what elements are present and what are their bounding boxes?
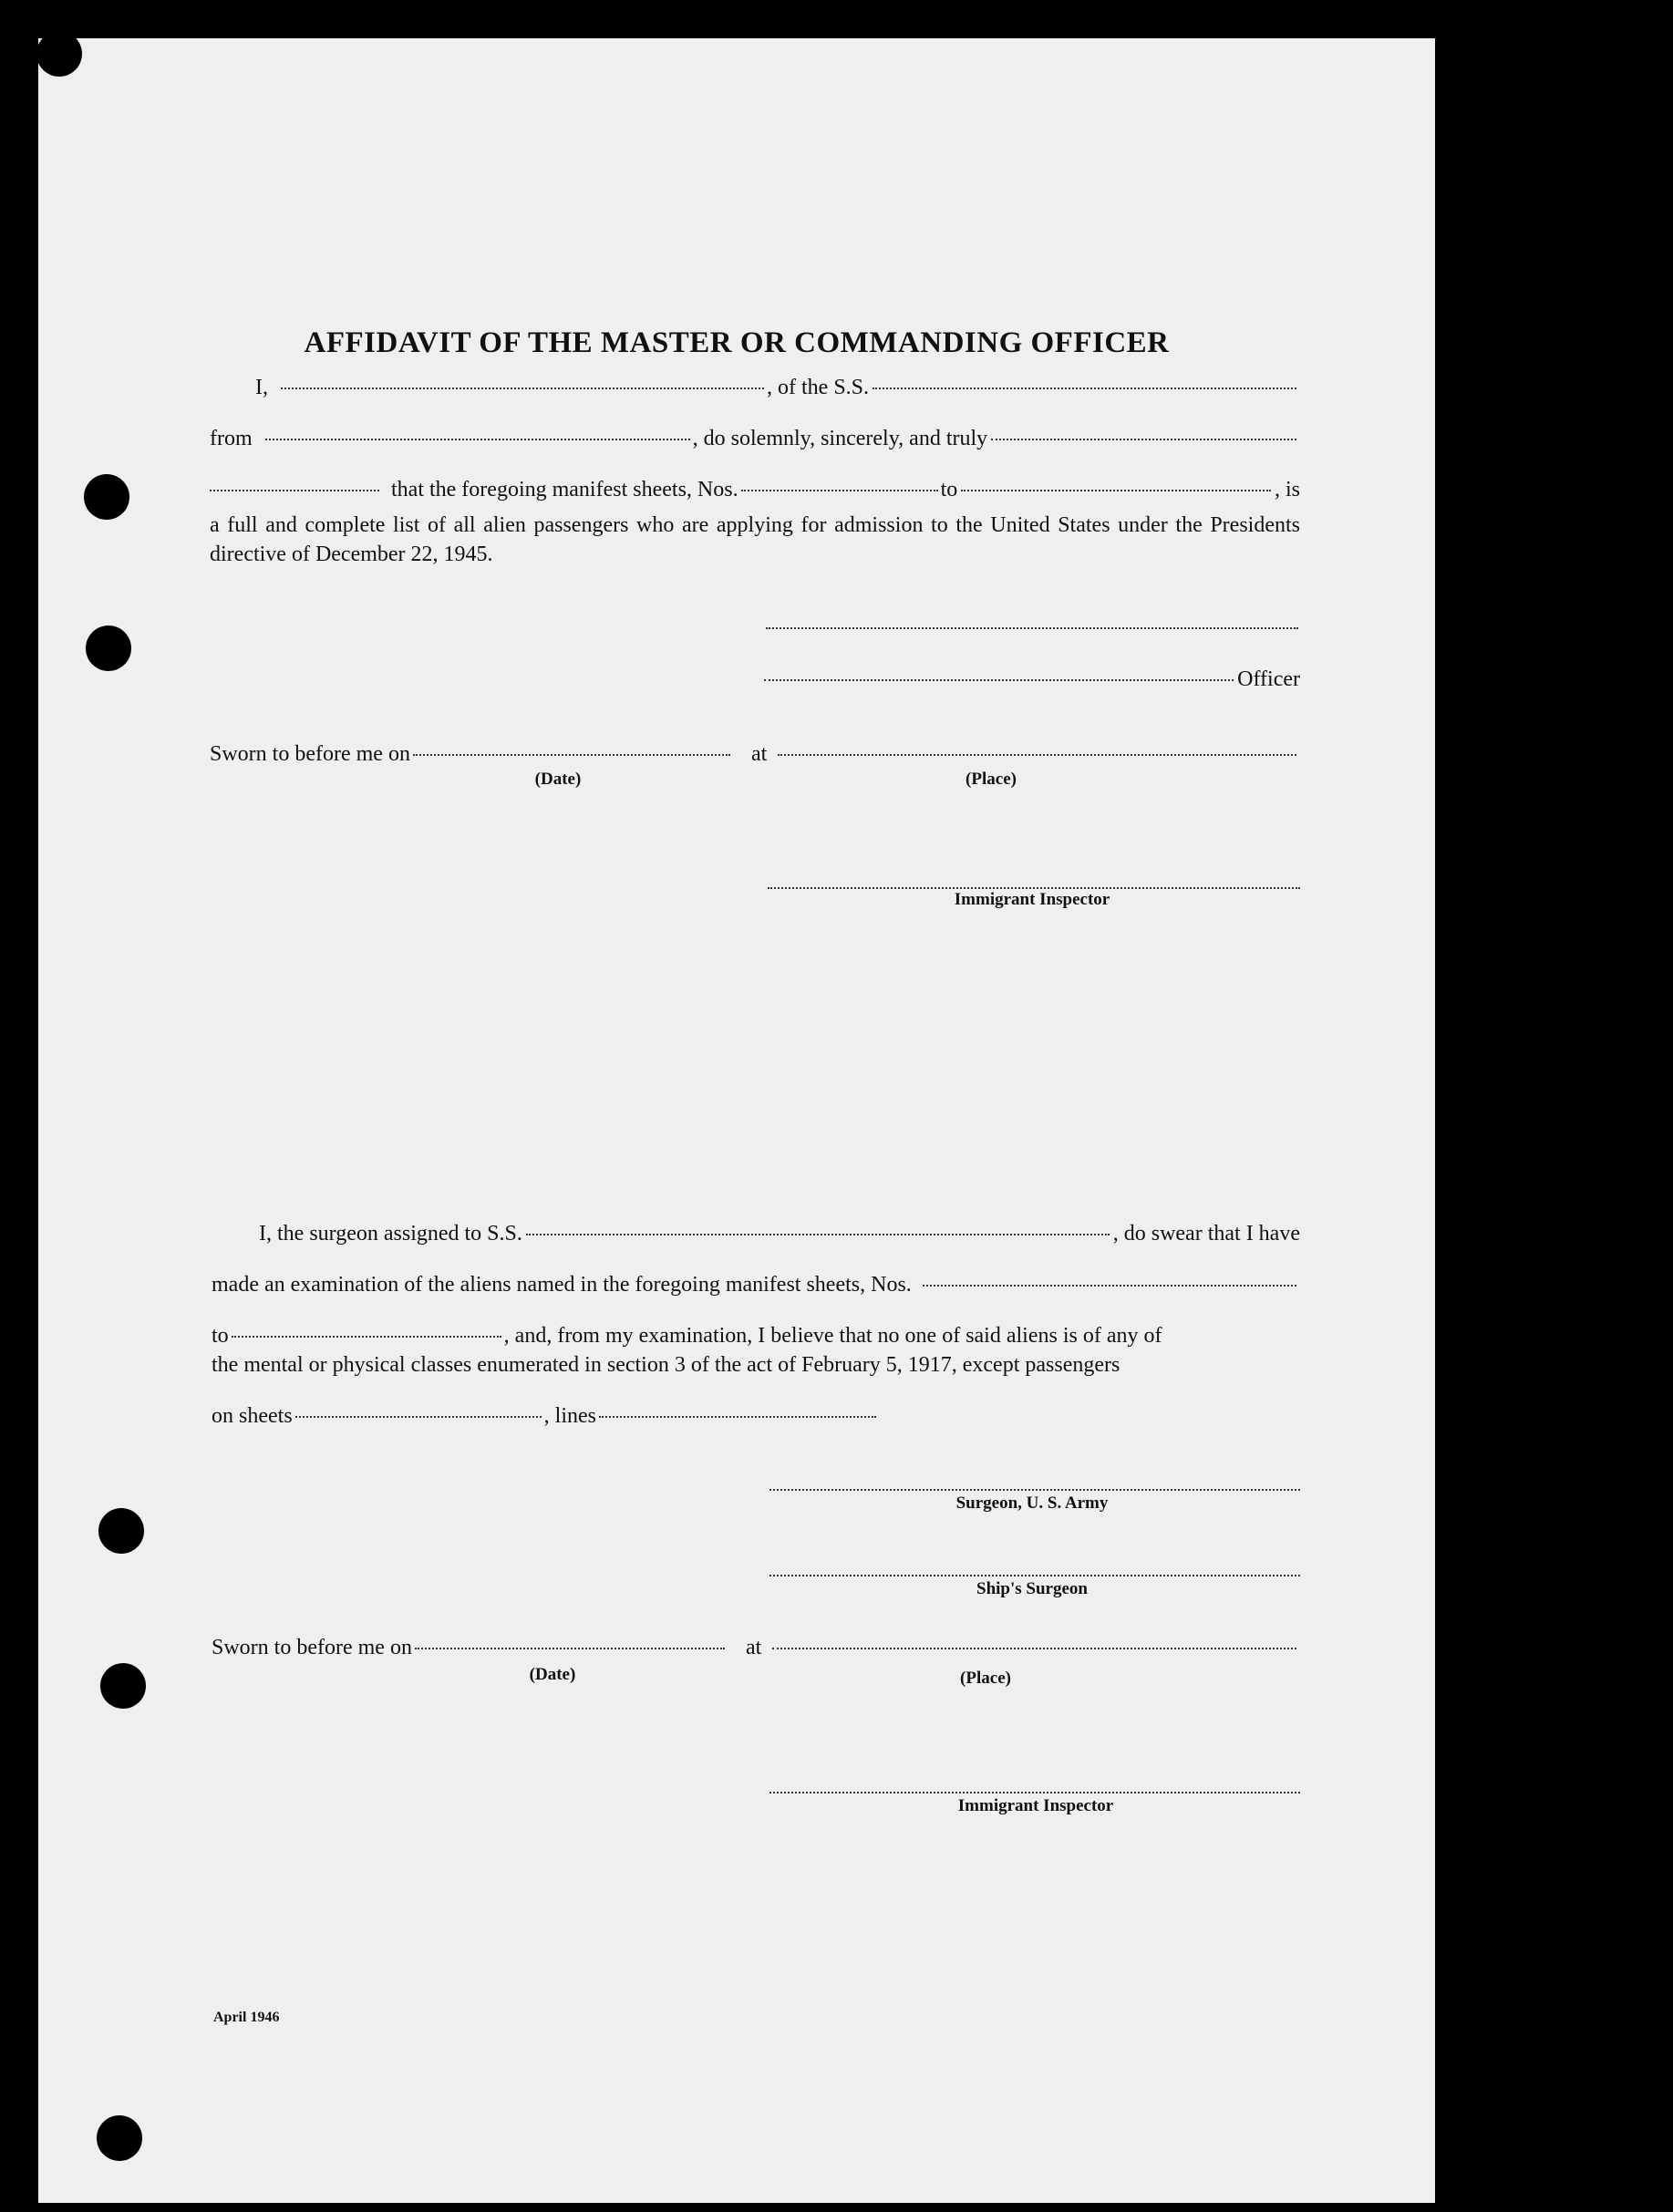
master-name-field[interactable] — [281, 387, 764, 389]
master-line-3: that the foregoing manifest sheets, Nos. to , is — [210, 478, 1300, 502]
inspector-signature-line-2[interactable] — [769, 1791, 1300, 1793]
master-line-1: I, , of the S.S. — [255, 376, 1300, 400]
sworn-place-field-1[interactable] — [778, 753, 1296, 756]
exception-sheets-field[interactable] — [295, 1415, 542, 1418]
exception-lines-field[interactable] — [599, 1415, 876, 1418]
inspector-signature-line-1[interactable] — [768, 886, 1300, 889]
officer-line — [764, 667, 1300, 692]
sheets-from-field[interactable] — [741, 489, 938, 491]
ship-surgeon-signature-line[interactable] — [769, 1574, 1300, 1576]
officer-signature-field[interactable] — [764, 678, 1234, 681]
sworn-line-2: Sworn to before me on at — [212, 1636, 1300, 1660]
sworn-place-field-2[interactable] — [772, 1647, 1296, 1649]
place-caption-1: (Place) — [966, 770, 1017, 789]
binder-hole — [84, 474, 129, 520]
form-page — [38, 38, 1435, 2203]
army-surgeon-caption: Surgeon, U. S. Army — [955, 1494, 1109, 1513]
binder-hole — [100, 1663, 146, 1709]
form-date-footer: April 1946 — [213, 2010, 280, 2025]
binder-hole — [98, 1508, 144, 1554]
sheets-to-field[interactable] — [961, 489, 1271, 491]
inspector-caption-2: Immigrant Inspector — [957, 1796, 1114, 1815]
place-caption-2: (Place) — [960, 1669, 1011, 1688]
army-surgeon-signature-line[interactable] — [769, 1488, 1300, 1491]
surgeon-line-2: made an examination of the aliens named in the foregoing manifest sheets, Nos. — [212, 1273, 1300, 1297]
sworn-date-field-2[interactable] — [415, 1647, 725, 1649]
sworn-date-field-1[interactable] — [413, 753, 730, 756]
officer-label: Officer — [1237, 667, 1300, 691]
surgeon-line-4: the mental or physical classes enumerated in section 3 of the act of February 5, 1917, except passengers — [212, 1353, 1120, 1377]
surgeon-sheets-to-field[interactable] — [232, 1335, 501, 1338]
date-caption-2: (Date) — [529, 1665, 576, 1684]
surgeon-line-3: to , and, from my examination, I believe that no one of said aliens is of any of — [212, 1324, 1162, 1348]
binder-hole — [36, 31, 82, 77]
inspector-caption-1: Immigrant Inspector — [954, 890, 1110, 909]
departure-port-field[interactable] — [265, 438, 690, 440]
form-title: AFFIDAVIT OF THE MASTER OR COMMANDING OFFICER — [304, 326, 1170, 359]
ship-name-field[interactable] — [873, 387, 1296, 389]
binder-hole — [97, 2115, 142, 2161]
master-line-2: from , do solemnly, sincerely, and truly — [210, 427, 1300, 451]
master-statement: a full and complete list of all alien passengers who are applying for admission to the United States under the Presidents directive of December 22, 1945. — [210, 513, 1300, 566]
master-signature-line[interactable] — [766, 626, 1298, 629]
surgeon-sheets-from-field[interactable] — [923, 1284, 1296, 1287]
oath-type-field[interactable] — [991, 438, 1296, 440]
oath-verb-field[interactable] — [210, 489, 379, 491]
surgeon-line-1: I, the surgeon assigned to S.S. , do swear that I have — [259, 1222, 1300, 1246]
surgeon-line-5: on sheets , lines — [212, 1404, 941, 1429]
surgeon-ship-field[interactable] — [526, 1233, 1110, 1235]
ship-surgeon-caption: Ship's Surgeon — [976, 1579, 1088, 1598]
binder-hole — [86, 625, 131, 671]
date-caption-1: (Date) — [534, 770, 582, 789]
sworn-line-1: Sworn to before me on at — [210, 742, 1300, 767]
